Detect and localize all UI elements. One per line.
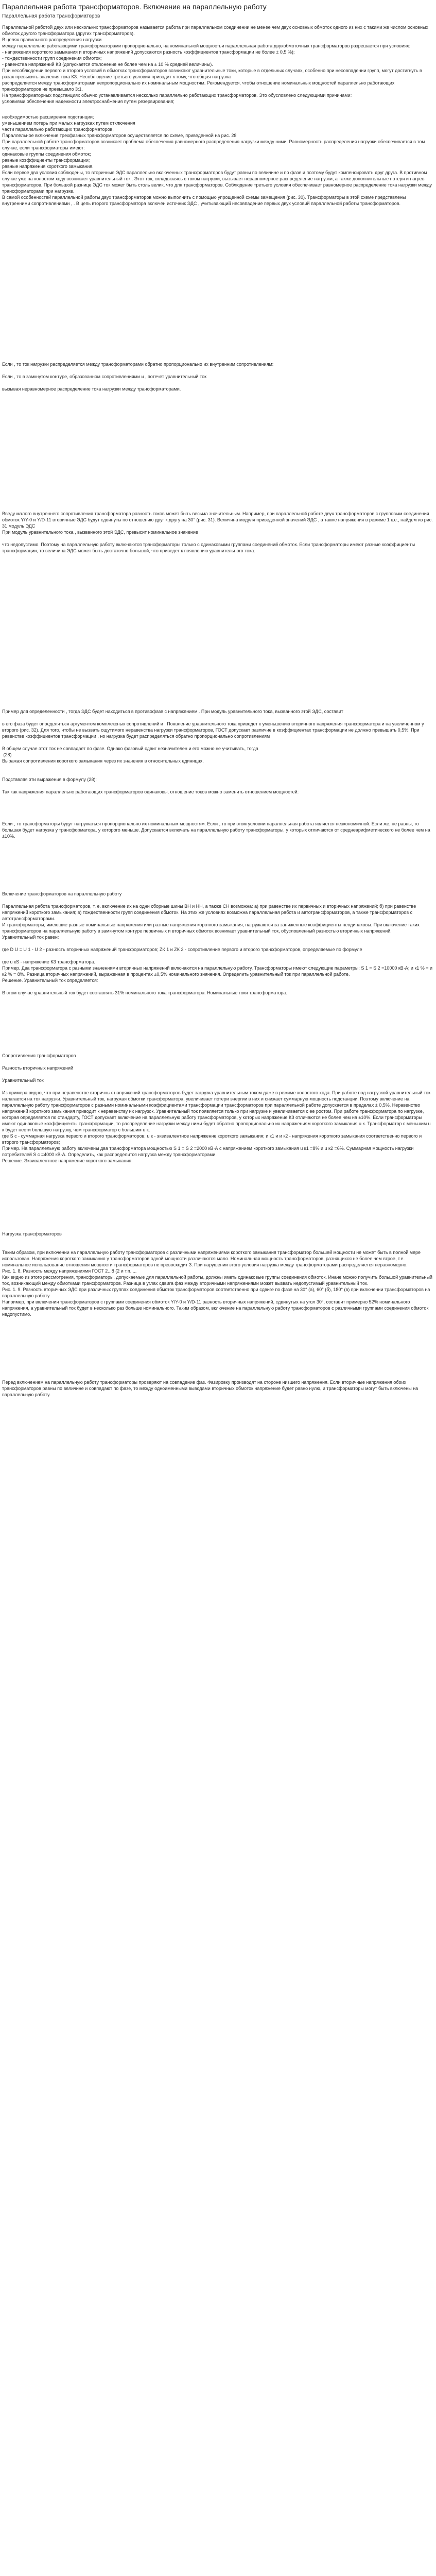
text-block-5: Пример для определенности , тогда ЭДС будет находиться в противофазе с напряжением . При модуль уравнительного тока, вызванного этой ЭДС, составит в его фаза будет определяться аргументом комплексных сопротивлений и . Появление уравнительного тока приведет к уменьшению вторичного напряжения трансформатора и на увеличенном у второго (рис. 32). Для того, чтобы не вызвать ощутимого неравенства нагрузки трансформаторов, ГОСТ допускает различие в коэффициентах трансформации не должно превышать 0,5%. При равенстве коэффициентов трансформации , но нагрузка будет распределяться обратно пропорционально сопротивлениям В общем случае этот ток не совпадает по фазе. Однако фазовый сдвиг незначителен и его можно не учитывать, тогда (28) Выражая сопротивления короткого замыкания через их значения в относительных единицах, Подставляя эти выражения в формулу (28): Так как напряжения параллельно работающих трансформаторов одинаковы, отношение токов можно заменить отношением мощностей:	[2, 709, 424, 794]
text-block-2: необходимостью расширения подстанции; уменьшением потерь при малых нагрузках путем отключения части параллельно работающих трансформаторов. Параллельное включение трехфазных трансформаторов осуществляется по схеме, приведенной на рис. 28 При параллельной работе трансформаторов возникает проблема обеспечения равномерного распределения нагрузки между ними. Равномерность распределения нагрузки обеспечивается в том случае, если трансформаторы имеют: одинаковые группы соединения обмоток; равные коэффициенты трансформации; равные напряжения короткого замыкания. Если первое два условия соблюдены, то вторичные ЭДС параллельно включенных трансформаторов будут равны по величине и по фазе и поэтому будут компенсировать друг друга. В противном случае уже на холостом ходу возникает уравнительный ток . Этот ток, складываясь с током нагрузки, вызывает неравномерное распределение нагрузки, а также дополнительные потери и нагрев трансформаторов. При большой разнице ЭДС ток может быть столь велик, что для трансформаторов. Соблюдение третьего условия обеспечивает равномерное распределение тока нагрузки между трансформаторами при нагрузке. В самой особенностей параллельной работы двух трансформаторов можно выполнить с помощью упрощенной схемы замещения (рис. 30). Трансформаторы в этой схеме представлены внутренними сопротивлениями , . В цепь второго трансформатора включен источник ЭДС , учитывающий несовпадение первых двух условий параллельной работы трансформаторов.	[2, 114, 432, 206]
text-block-10: Перед включением на параллельную работу трансформаторы проверяют на совпадение фаз. Фазировку производят на стороне низшего напряжения. Если вторичные напряжения обоих трансформаторов равны по величине и совпадают по фазе, то между одноименными выводами вторичных обмоток напряжение будет равно нулю, и трансформаторы могут быть включены на параллельную работу.	[2, 1380, 420, 1397]
text-block-6: Если , то трансформаторы будут нагружаться пропорционально их номинальным мощностям. Если , то при этом условии параллельная работа является неэкономичной. Если же, не равны, то большая будет нагрузка у трансформатора, у которого меньше. Допускается включать на параллельную работу трансформаторы, у которых отличаются от среднеарифметического не более чем на ±10%.	[2, 821, 432, 839]
page-title: Параллельная работа трансформаторов. Включение на параллельную работу	[2, 3, 267, 11]
text-block-8: Сопротивления трансформаторов Разность вторичных напряжений Уравнительный ток Из примера видно, что при неравенстве вторичных напряжений трансформаторов будет загрузка уравнительным током даже в режиме холостого хода. При работе под нагрузкой уравнительный ток налагается на ток нагрузки. Уравнительный ток, нагружая обмотки трансформатора, увеличивает потери энергии в них и снижает суммарную мощность подстанции. Поэтому включение на параллельную работу трансформаторов с разными номинальными коэффициентами трансформации трансформаторов при параллельной работе допускается в пределах ± 0,5%. Неравенство напряжений короткого замыкания приводит к неравенству их нагрузок. Уравнительный ток появляется только при нагрузке и увеличивается с ее ростом. При работе трансформатора по нагрузке, которая определяется по стандарту, ГОСТ допускает включение на параллельную работу трансформаторов, у которых напряжение КЗ отличаются не более чем на ±10%. Если трансформаторы имеют одинаковые коэффициенты трансформации, то распределение нагрузки между ними будет обратно пропорционально их напряжениям короткого замыкания u к. Трансформатор с меньшим u к будет нести большую нагрузку, чем трансформатор с большим u к. где S с - суммарная нагрузка первого и второго трансформаторов; u к - эквивалентное напряжение короткого замыкания; и к1 и и к2 - напряжения короткого замыкания соответственно первого и второго трансформаторов; Пример. На параллельную работу включены два трансформатора мощностью S 1 = S 2 =2000 кВ·А с напряжением короткого замыкания u к1 =8% и u к2 =6%. Суммарная мощность нагрузки потребителей S с =4000 кВ·А. Определить, как распределится нагрузка между трансформаторами. Решение. Эквивалентное напряжение короткого замыкания	[2, 1053, 431, 1163]
text-block-4: Введу малого внутреннего сопротивления трансформатора разность токов может быть весьма значительным. Например, при параллельной работе двух трансформаторов с групповым соединения обмоток Y/Y-0 и Y/D-11 вторичные ЭДС будут сдвинуты по отношению друг к другу на 30° (рис. 31). Величина модуля приведенной значений ЭДС , а также напряжения в режиме 1 к.е., найдем из рис. 31 модуль ЭДС При модуль уравнительного тока , вызванного этой ЭДС, превысит номинальное значение что недопустимо. Поэтому на параллельную работу включаются трансформаторы только с одинаковыми группами соединений обмоток. Если трансформаторы имеют разные коэффициенты трансформации, то величина ЭДС может быть достаточно большой, что приведет к появлению уравнительного тока.	[2, 511, 433, 553]
page-subtitle: Параллельная работа трансформаторов	[2, 13, 100, 19]
text-block-7: Включение трансформаторов на параллельную работу Параллельная работа трансформаторов, т. е. включение их на одни сборные шины ВН и НН, а также СН возможна: а) при равенстве их первичных и вторичных напряжений; б) при равенстве напряжений короткого замыкания; в) тождественности групп соединения обмоток. На этих же условиях возможна параллельная работа и автотрансформаторов, а также трансформаторов с автотрансформаторами. И трансформаторы, имеющие разные номинальные напряжения или разные напряжения короткого замыкания, нагружаются за заниженные коэффициенты неодинаковы. При включение таких трансформаторов на параллельную работу в замкнутом контуре первичных и вторичных обмоток возникает уравнительный ток, обусловленный разностью вторичных напряжений. Уравнительный ток равен: где D U = U 1 - U 2 - разность вторичных напряжений трансформаторов; ZК 1 и ZК 2 - сопротивление первого и второго трансформаторов, определяемые по формуле где u кЅ - напряжение КЗ трансформатора. Пример. Два трансформатора с разными значениями вторичных напряжений включаются на параллельную работу. Трансформаторы имеют следующие параметры: S 1 = S 2 =10000 кВ·А; и к1 % = и к2 % = 8%. Разница вторичных напряжений, выраженная в процентах ±0,5% номинального значения. Определить уравнительный ток при параллельной работе. Решение. Уравнительный ток определяется: В этом случае уравнительный ток будет составлять 31% номинального тока трансформатора. Номинальные токи трансформатора.	[2, 891, 433, 995]
text-block-9: Нагрузка трансформаторов Таким образом, при включении на параллельную работу трансформаторов с различными напряжениями короткого замыкания трансформатор большей мощности не может быть в полной мере использован. Напряжения короткого замыкания у трансформаторов одной мощности различаются мало. Номинальная мощность трансформаторов, разнящихся не более чем втрое, т.е. номинальное использование отношения мощности трансформаторов не превосходит 3. При нарушении этого условия нагрузка между трансформаторами распределяется неравномерно. Рис. 1. 8. Разность между напряжениями ГОСТ 2...8 (2 и т.п. ... Как видно из этого рассмотрения, трансформаторы, допускаемые для параллельной работы, должны иметь одинаковые группы соединения обмоток. Иначе можно получить большой уравнительный ток, возникающий между обмотками трансформаторов. Разница в углах сдвига фаз между вторичными напряжениями может вызвать недопустимый уравнительный ток. Рис. 1. 9. Разность вторичных ЭДС при различных группах соединения обмоток трансформаторов соответственно при сдвиге по фазе на 30° (а), 60° (б), 180° (в) при включении трансформаторов на параллельную работу. Например, при включении трансформаторов с группами соединения обмоток Y/Y-0 и Y/D-11 разность вторичных напряжений, сдвинутых на угол 30°, составит примерно 52% номинального напряжения, а уравнительный ток будет в несколько раз больше номинального. Таким образом, включение на параллельную работу трансформаторов с различными группами соединения обмоток недопустимо.	[2, 1231, 432, 1317]
text-block-1: Параллельной работой двух или нескольких трансформаторов называется работа при параллельном соединении не менее чем двух основных обмоток одного из них с такими же числом основных обмоток другого трансформатора (других трансформаторов). В целях правильного распределения нагрузки между параллельно работающими трансформаторами пропорционально, на номинальной мощностьи параллельная работа двухобмоточных трансформаторов разрешается при условиях: - напряжения короткого замыкания и вторичных напряжений допускаются разность коэффициентов трансформации не более ± 0,5 %); - тождественности групп соединения обмоток; - равенства напряжений КЗ (допускается отклонение не более чем на ± 10 % средней величины). При несоблюдении первого и второго условий в обмотках трансформаторов возникают уравнительные токи, которые в отдельных случаях, особенно при несовпадении групп, могут достигнуть в разах превысить значения тока КЗ. Несоблюдение третьего условия приводит к тому, что общая нагрузка распределяется между трансформаторами непропорционально их номинальным мощностям. Рекомендуется, чтобы отношение номинальных мощностей параллельно работающих трансформаторов не превышало 3:1. На трансформаторных подстанциях обычно устанавливается несколько параллельно работающих трансформаторов. Это обусловлено следующими причинами: условиями обеспечения надежности электроснабжения путем резервирования;	[2, 25, 428, 104]
text-block-3: Если , то ток нагрузки распределяется между трансформаторами обратно пропорционально их внутренним сопротивлениям: Если , то в замкнутом контуре, образованном сопротивлениями и , потечет уравнительный ток вызывая неравномерное распределение тока нагрузки между трансформаторами.	[2, 362, 274, 392]
